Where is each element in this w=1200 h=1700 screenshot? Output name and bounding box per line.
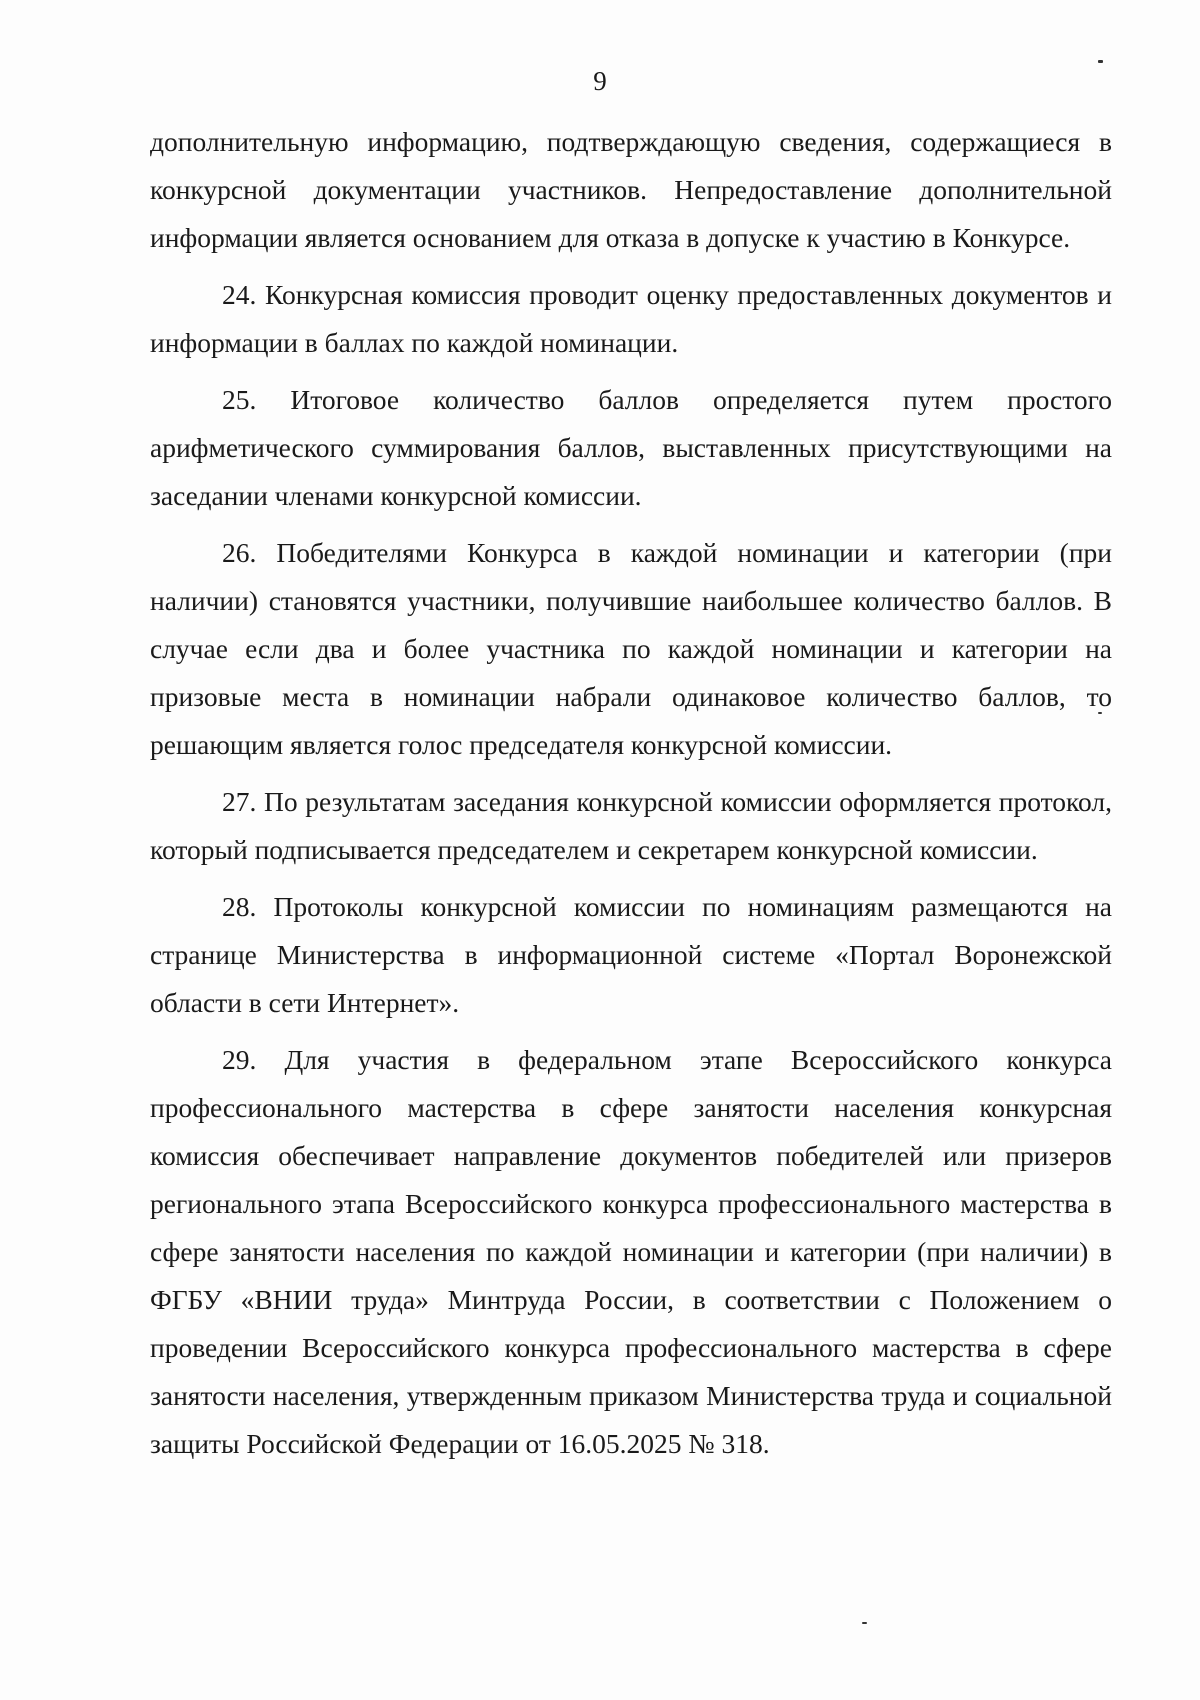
paragraph-item-29: 29. Для участия в федеральном этапе Всероссийского конкурса профессионального мастерства в сфере занятости населения конкурсная комиссия обеспечивает направление документов победителей или призеров регионального этапа Всероссийского конкурса профессионального мастерства в сфере занятости населения по каждой номинации и категории (при наличии) в ФГБУ «ВНИИ труда» Минтруда России, в соответствии с Положением о проведении Всероссийского конкурса профессионального мастерства в сфере занятости населения, утвержденным приказом Министерства труда и социальной защиты Российской Федерации от 16.05.2025 № 318. — [150, 1044, 1112, 1459]
scan-speck — [1098, 60, 1103, 63]
document-body — [150, 118, 1112, 1477]
scan-speck — [862, 1622, 867, 1624]
paragraph-item-24: 24. Конкурсная комиссия проводит оценку предоставленных документов и информации в баллах по каждой номинации. — [150, 279, 1112, 358]
paragraph-item-25: 25. Итоговое количество баллов определяется путем простого арифметического суммирования баллов, выставленных присутствующими на заседании членами конкурсной комиссии. — [150, 384, 1112, 511]
paragraph-item-26: 26. Победителями Конкурса в каждой номинации и категории (при наличии) становятся участники, получившие наибольшее количество баллов. В случае если два и более участника по каждой номинации и категории на призовые места в номинации набрали одинаковое количество баллов, то решающим является голос председателя конкурсной комиссии. — [150, 537, 1112, 760]
paragraph-item-27: 27. По результатам заседания конкурсной комиссии оформляется протокол, который подписывается председателем и секретарем конкурсной комиссии. — [150, 786, 1112, 865]
paragraph-continuation: дополнительную информацию, подтверждающую сведения, содержащиеся в конкурсной документации участников. Непредоставление дополнительной информации является основанием для отказа в допуске к участию в Конкурсе. — [150, 126, 1112, 253]
paragraph-item-28: 28. Протоколы конкурсной комиссии по номинациям размещаются на странице Министерства в информационной системе «Портал Воронежской области в сети Интернет». — [150, 891, 1112, 1018]
page-number: 9 — [593, 66, 607, 96]
